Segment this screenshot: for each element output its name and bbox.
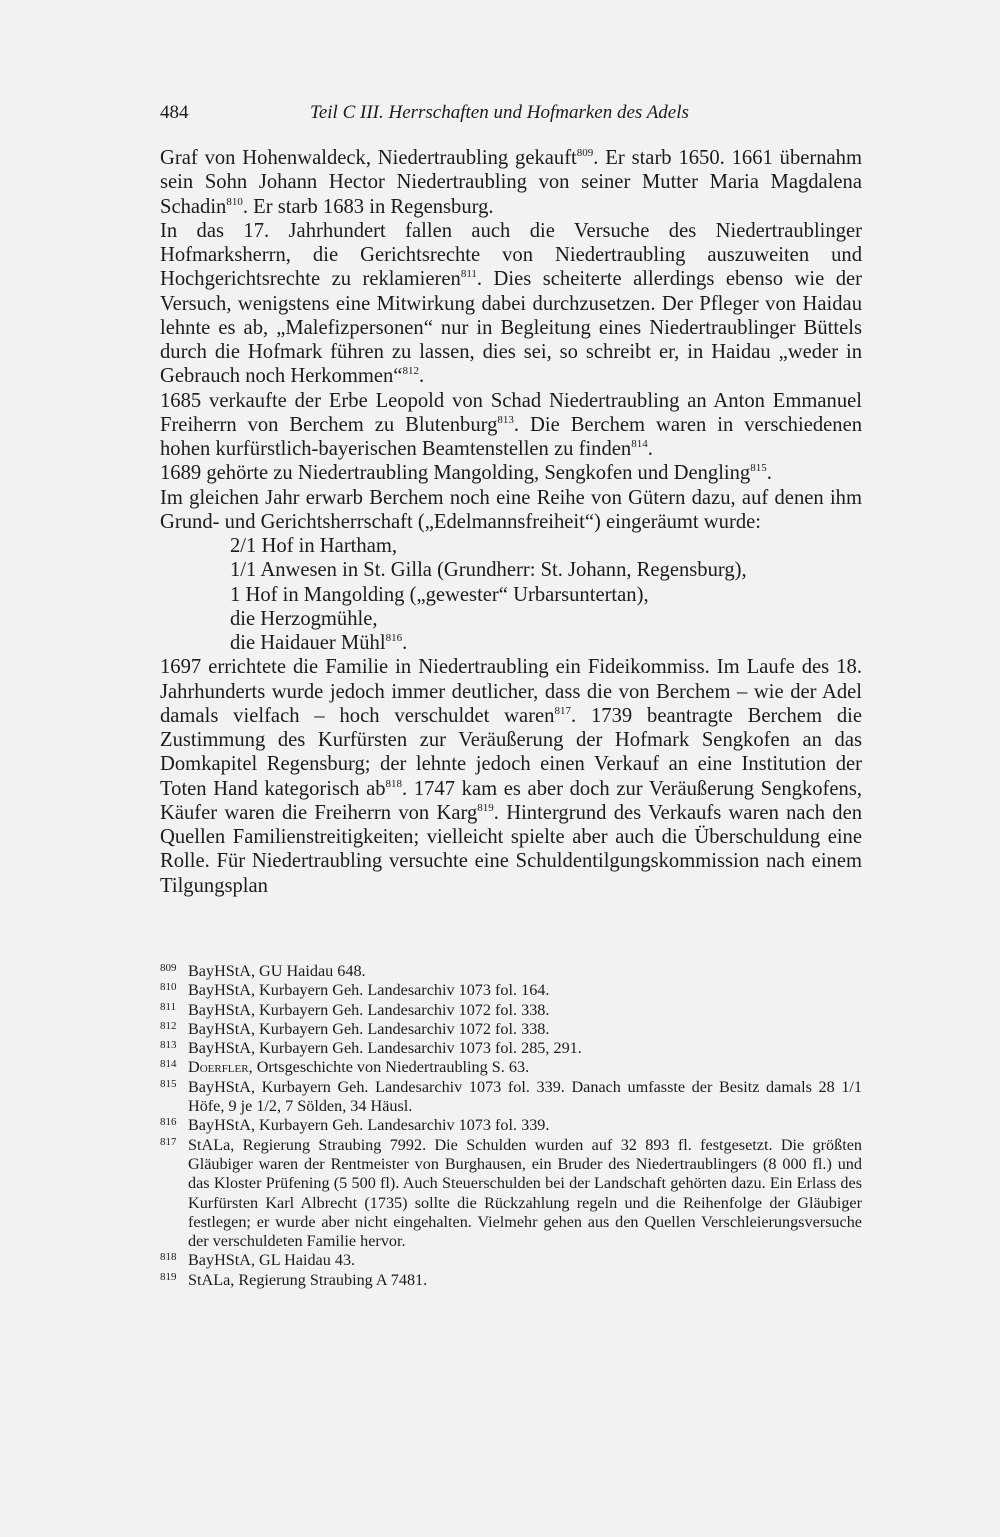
footnote-ref[interactable]: 811 [460, 268, 477, 281]
footnote: 809 BayHStA, GU Haidau 648. [160, 962, 366, 980]
footnote-ref[interactable]: 813 [497, 413, 514, 426]
footnote: 813 BayHStA, Kurbayern Geh. Landesarchiv 1073 fol. 285, 291. [160, 1039, 582, 1058]
footnote-ref[interactable]: 819 [477, 801, 494, 814]
list-item: 1 Hof in Mangolding („gewester“ Urbarsuntertan), [230, 583, 649, 606]
footnote-ref[interactable]: 812 [402, 365, 419, 378]
footnote: 811 BayHStA, Kurbayern Geh. Landesarchiv 1072 fol. 338. [160, 1000, 550, 1019]
footnote-ref[interactable]: 817 [554, 704, 571, 717]
footnote: 819 StALa, Regierung Straubing A 7481. [160, 1270, 428, 1289]
page-number: 484 [160, 102, 189, 123]
paragraph: 1685 verkaufte der Erbe Leopold von Schad Niedertraubling an Anton Emmanuel Freiherrn von Berchem zu Blutenburg$^{813}$. Die Berchem waren in verschiedenen hohen kurfürstlich-bayerischen Beamtenstellen zu finden$^{814}$. [160, 389, 863, 460]
list-item: die Herzogmühle, [230, 607, 378, 630]
paragraph: Graf von Hohenwaldeck, Niedertraubling gekauft$^{809}$. Er starb 1650. 1661 übernahm sein Sohn Johann Hector Niedertraubling von seiner Mutter Maria Magdalena Schadin$^{810}$. Er starb 1683 in Regensburg. [160, 147, 862, 218]
paragraph: Im gleichen Jahr erwarb Berchem noch eine Reihe von Gütern dazu, auf denen ihm Grund- und Gerichtsherrschaft („Edelmannsfreiheit“) eingeräumt wurde: [160, 486, 862, 533]
running-title: Teil C III. Herrschaften und Hofmarken des Adels [310, 102, 689, 123]
footnote-ref[interactable]: 816 [385, 632, 403, 645]
footnote: 816 BayHStA, Kurbayern Geh. Landesarchiv 1073 fol. 339. [160, 1116, 550, 1135]
list-item: die Haidauer Mühl$^{816}$. [230, 632, 408, 654]
paragraph: 1689 gehörte zu Niedertraubling Mangolding, Sengkofen und Dengling$^{815}$. [160, 462, 772, 485]
footnote-ref[interactable]: 810 [226, 195, 243, 208]
list-item: 1/1 Anwesen in St. Gilla (Grundherr: St. Johann, Regensburg), [230, 559, 747, 582]
footnote-ref[interactable]: 809 [576, 147, 594, 160]
footnotes [160, 962, 862, 1290]
footnote-ref[interactable]: 815 [750, 462, 767, 475]
list-item: 2/1 Hof in Hartham, [230, 535, 398, 557]
author-name: Doerfler [188, 1058, 249, 1077]
footnote: 810 BayHStA, Kurbayern Geh. Landesarchiv 1073 fol. 164. [160, 981, 550, 1000]
main-text [160, 146, 862, 898]
footnote: 815 BayHStA, Kurbayern Geh. Landesarchiv 1073 fol. 339. Danach umfasste der Besitz damals 28 1/1 Höfe, 9 je 1/2, 7 Sölden, 34 Häusl. [160, 1077, 862, 1116]
footnote: 817 StALa, Regierung Straubing 7992. Die Schulden wurden auf 32 893 fl. festgesetzt. Die größten Gläubiger waren der Rentmeister von Burghausen, ein Bruder des Niedertraublingers (8 000 fl.) und das Kloster Prüfening (5 500 fl). Auch Steuerschulden bei der Landschaft gehörten dazu. Ein Erlass des Kurfürsten Karl Albrecht (1735) sollte die Rückzahlung regeln und die Reihenfolge der Gläubiger festlegen; er wurde aber nicht eingehalten. Vielmehr gehen aus den Quellen Verschleierungsversuche der verschuldeten Familie hervor. [160, 1135, 862, 1251]
footnote-ref[interactable]: 814 [631, 438, 648, 451]
footnote: 812 BayHStA, Kurbayern Geh. Landesarchiv 1072 fol. 338. [160, 1019, 550, 1038]
footnote: 814 Doerfler, Ortsgeschichte von Niedertraubling S. 63. [160, 1058, 530, 1077]
running-header [160, 100, 860, 126]
paragraph: In das 17. Jahrhundert fallen auch die Versuche des Niedertraublinger Hofmarksherrn, die Gerichtsrechte von Niedertraubling auszuweiten und Hochgerichtsrechte zu reklamieren$^{811}$. Dies scheiterte allerdings ebenso wie der Versuch, wenigstens eine Mitwirkung dabei durchzusetzen. Der Pfleger von Haidau lehnte es ab, „Malefizpersonen“ nur in Begleitung eines Niedertraublinger Büttels durch die Hofmark führen zu lassen, dies sei, so schreibt er, in Haidau „weder in Gebrauch noch Herkommen“$^{812}$. [160, 219, 862, 388]
footnote-ref[interactable]: 818 [385, 777, 403, 790]
paragraph: 1697 errichtete die Familie in Niedertraubling ein Fideikommiss. Im Laufe des 18. Jahrhunderts wurde jedoch immer deutlicher, dass die von Berchem – wie der Adel damals vielfach – hoch verschuldet waren$^{817}$. 1739 beantragte Berchem die Zustimmung des Kurfürsten zur Veräußerung der Hofmark Sengkofen an das Domkapitel Regensburg; der lehnte jedoch einen Verkauf an eine Institution der Toten Hand kategorisch $ab^{818}$. 1747 kam es aber doch zur Veräußerung Sengkofens, Käufer waren die Freiherrn von Karg$^{819}$. Hintergrund des Verkaufs waren nach den Quellen Familienstreitigkeiten; vielleicht spielte aber auch die Überschuldung eine Rolle. Für Niedertraubling versuchte eine Schuldentilgungskommission nach einem Tilgungsplan [160, 656, 863, 897]
footnote: 818 BayHStA, GL Haidau 43. [160, 1251, 356, 1270]
